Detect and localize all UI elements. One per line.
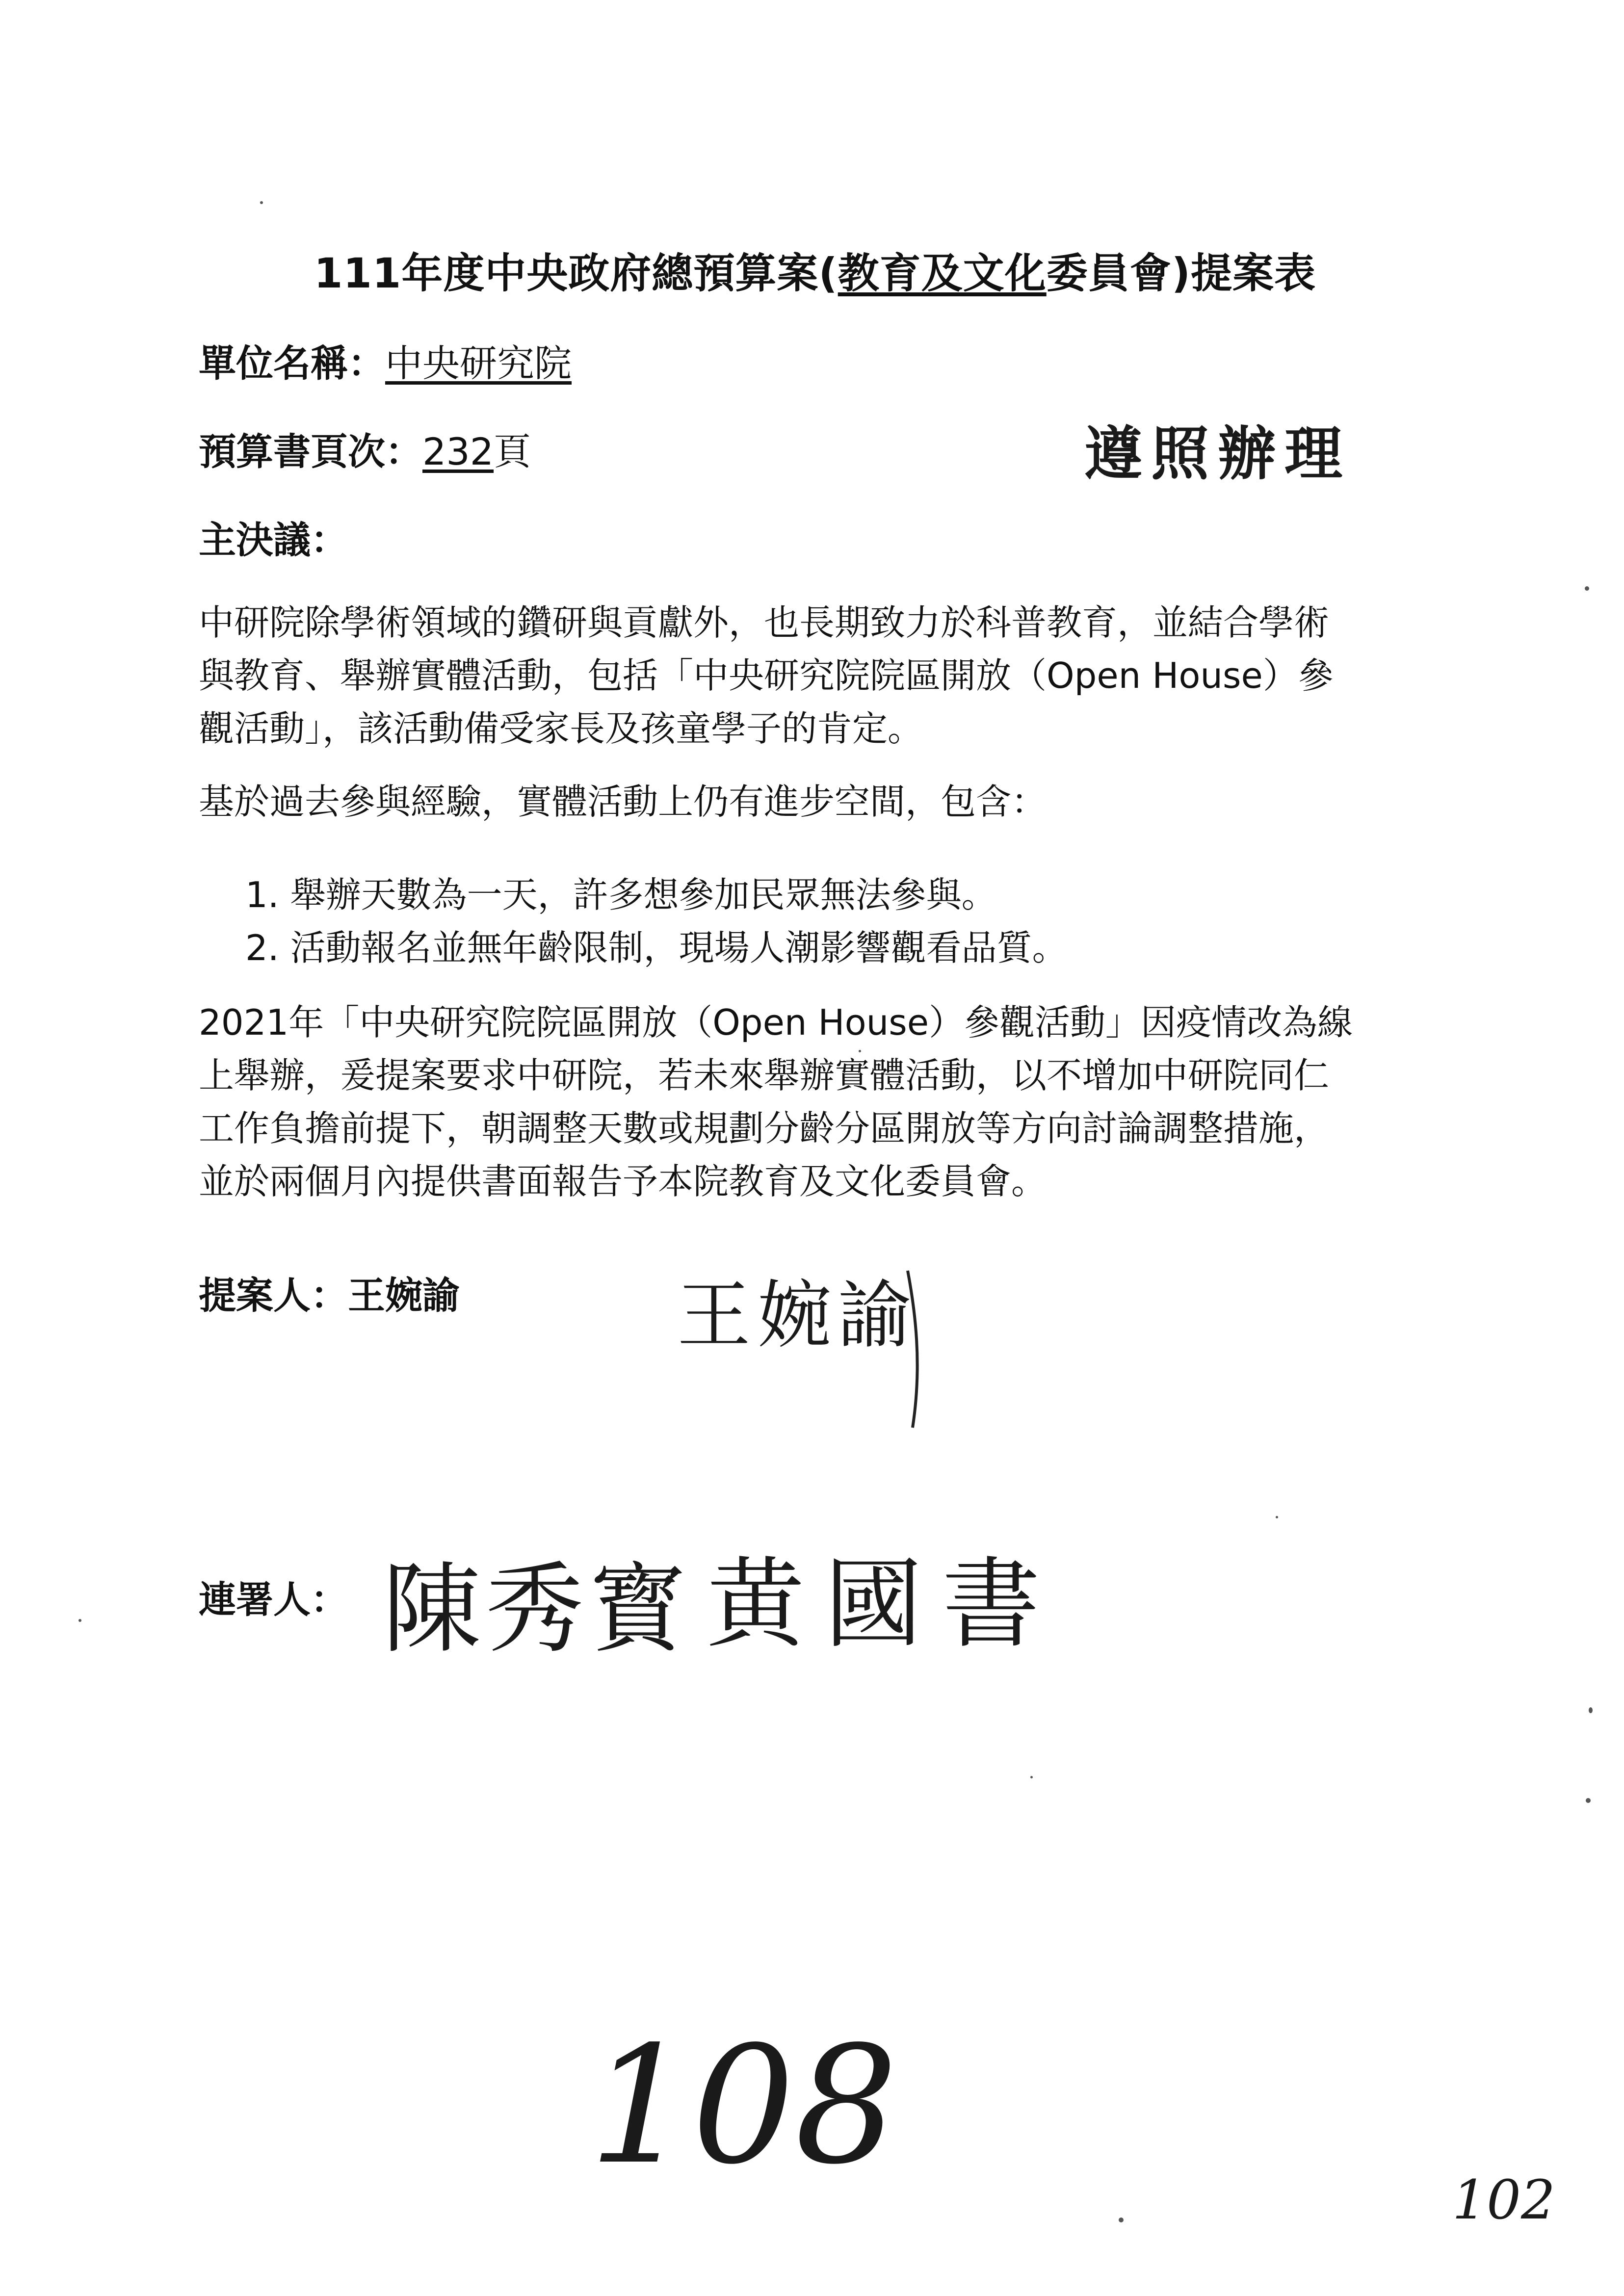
paragraph-2: 基於過去參與經驗，實體活動上仍有進步空間，包含： bbox=[199, 781, 1047, 822]
cosigner-signature-2: 黄國書 bbox=[707, 1547, 1060, 1662]
resolution-heading: 主決議： bbox=[199, 518, 348, 562]
paragraph-3-line-1: 2021年「中央研究院院區開放（Open House）參觀活動」因疫情改為線 bbox=[199, 1002, 1353, 1043]
corner-number: 102 bbox=[1452, 2168, 1555, 2231]
proposer-row bbox=[199, 1266, 460, 1319]
paragraph-3-line-4: 並於兩個月內提供書面報告予本院教育及文化委員會。 bbox=[199, 1161, 1047, 1202]
document-title bbox=[314, 240, 1316, 300]
budget-page-suffix: 頁 bbox=[494, 430, 531, 473]
paragraph-1-line-1: 中研院除學術領域的鑽研與貢獻外，也長期致力於科普教育，並結合學術 bbox=[199, 602, 1330, 643]
paragraph-3-line-3: 工作負擔前提下，朝調整天數或規劃分齡分區開放等方向討論調整措施， bbox=[199, 1108, 1330, 1149]
improvement-list bbox=[245, 868, 1068, 974]
unit-label: 單位名稱： bbox=[199, 341, 385, 385]
paragraph-3 bbox=[199, 996, 1353, 1208]
scan-speck bbox=[1030, 1776, 1033, 1778]
title-prefix: 111年度中央政府總預算案( bbox=[314, 249, 838, 297]
paragraph-1-line-2: 與教育、舉辦實體活動，包括「中央研究院院區開放（Open House）參 bbox=[199, 655, 1334, 696]
cosigner-signature-1: 陳秀寳 bbox=[383, 1552, 692, 1667]
page-number-handwriting: 108 bbox=[589, 2011, 898, 2200]
scan-speck bbox=[859, 1050, 861, 1052]
budget-page-row bbox=[199, 422, 531, 475]
cosigner-label: 連署人： bbox=[199, 1578, 348, 1621]
scan-speck bbox=[79, 1619, 81, 1622]
title-suffix: 委員會)提案表 bbox=[1046, 249, 1316, 297]
budget-page-value: 232 bbox=[422, 430, 494, 473]
scan-speck bbox=[1276, 1516, 1278, 1518]
title-committee: 教育及文化 bbox=[838, 249, 1047, 297]
list-item: 2. 活動報名並無年齡限制，現場人潮影響觀看品質。 bbox=[245, 927, 1068, 968]
scan-speck bbox=[1119, 2218, 1124, 2222]
budget-page-label: 預算書頁次： bbox=[199, 430, 422, 473]
paragraph-3-line-2: 上舉辦，爰提案要求中研院，若未來舉辦實體活動，以不增加中研院同仁 bbox=[199, 1055, 1330, 1096]
approval-handwriting: 遵照辦理 bbox=[1084, 419, 1352, 488]
proposer-name: 王婉諭 bbox=[348, 1274, 460, 1317]
scan-speck bbox=[260, 201, 263, 204]
signature-stroke-icon bbox=[893, 1266, 932, 1433]
paragraph-1 bbox=[199, 596, 1334, 755]
scan-speck bbox=[1586, 1798, 1591, 1803]
proposer-label: 提案人： bbox=[199, 1274, 348, 1317]
list-item: 1. 舉辦天數為一天，許多想參加民眾無法參與。 bbox=[245, 874, 997, 915]
unit-value: 中央研究院 bbox=[385, 341, 572, 385]
scan-speck bbox=[1585, 586, 1589, 591]
proposer-signature: 王婉諭 bbox=[677, 1273, 919, 1358]
paragraph-1-line-3: 觀活動」，該活動備受家長及孩童學子的肯定。 bbox=[199, 708, 923, 749]
unit-row bbox=[199, 334, 572, 387]
scan-speck bbox=[1589, 1707, 1593, 1713]
